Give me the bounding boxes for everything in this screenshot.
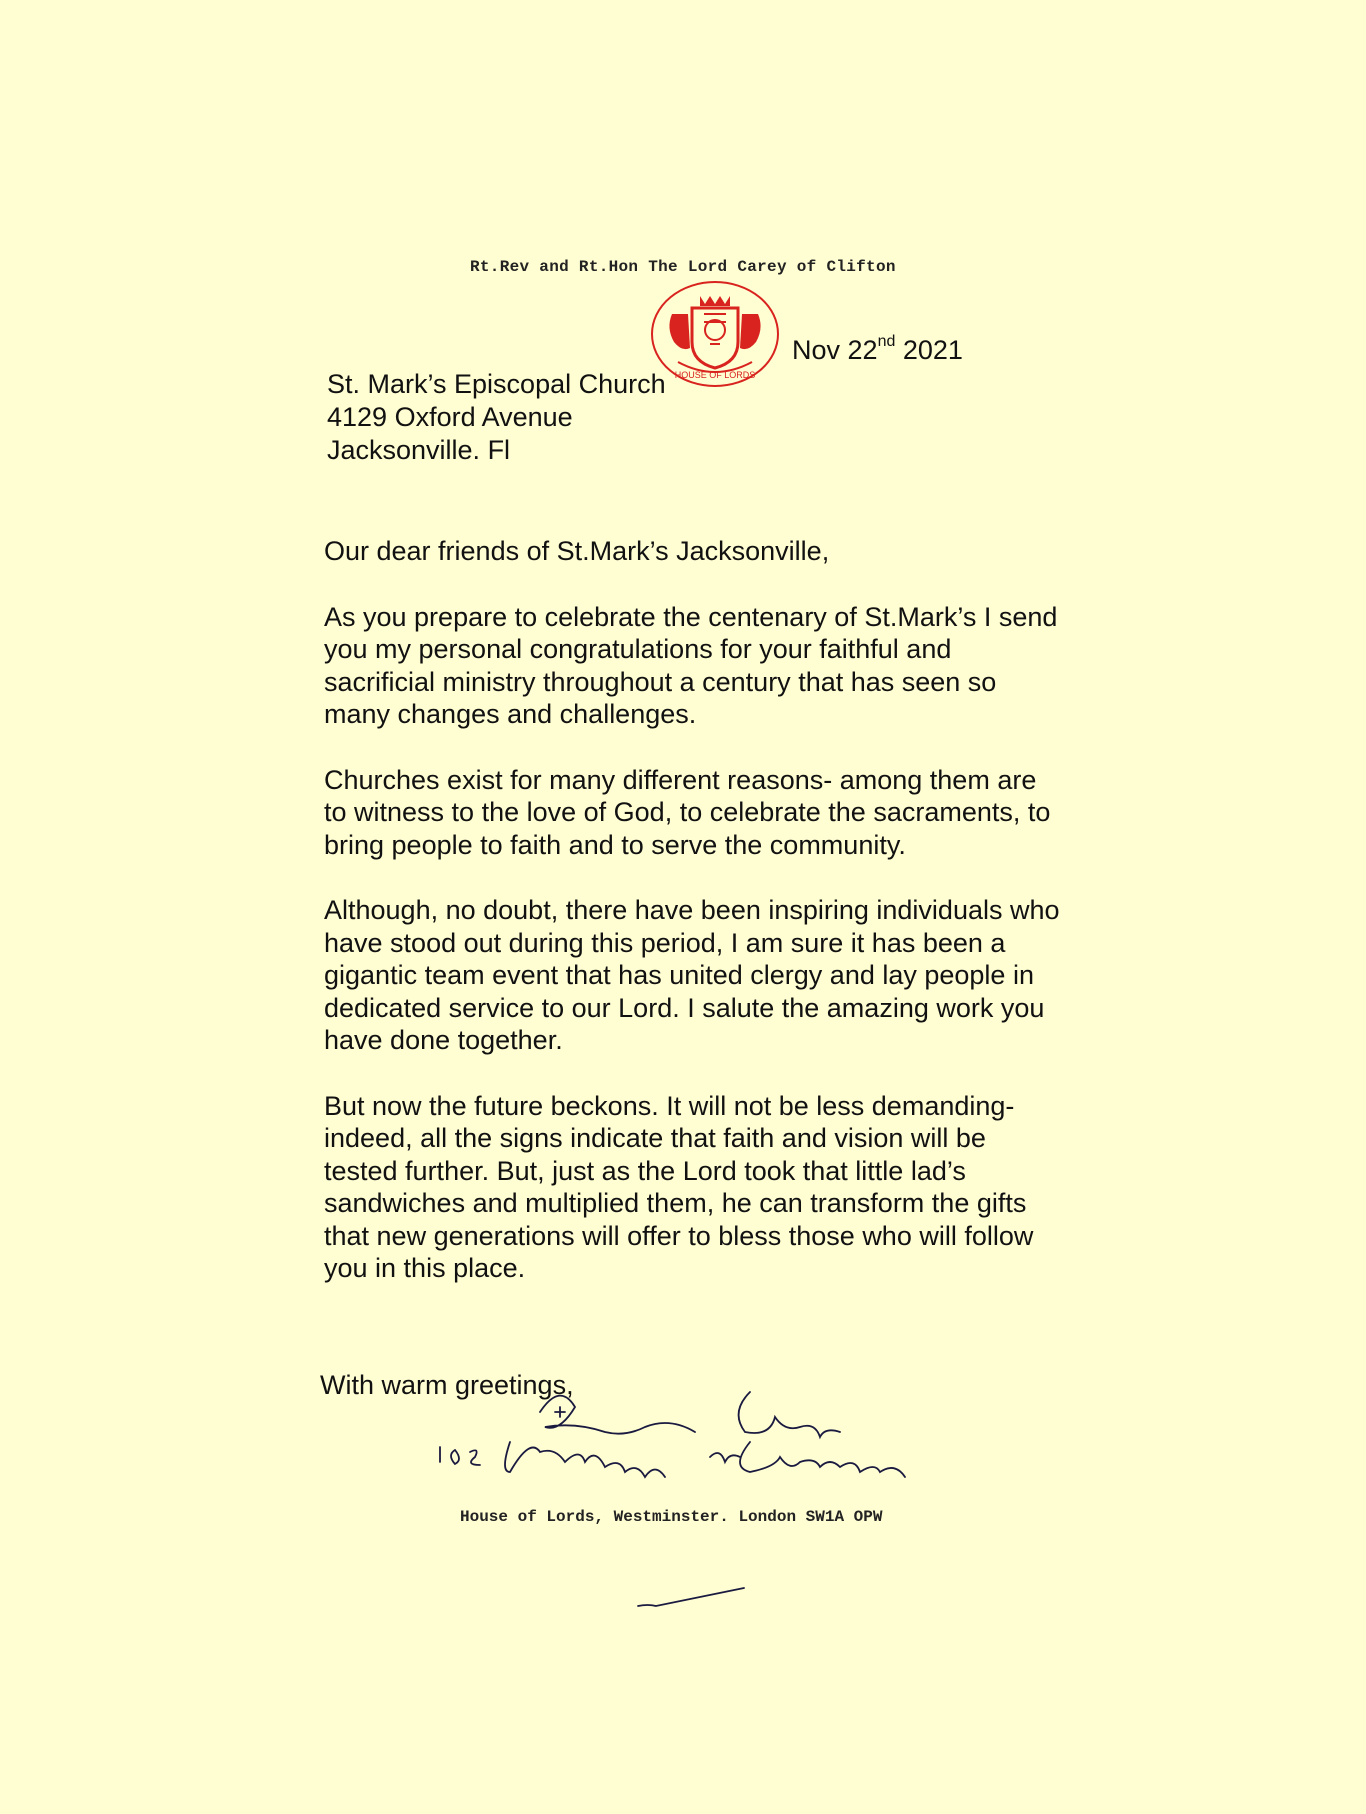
letterhead: Rt.Rev and Rt.Hon The Lord Carey of Clifton [470,258,896,276]
recipient-address [327,368,666,467]
body-paragraph: But now the future beckons. It will not be less demanding- indeed, all the signs indicate that faith and vision will be tested further. But, just as the Lord took that little lad’s sandwiches and multiplied them, he can transform the gifts that new generations will offer to bless those who will follow you in this place. [324,1090,1034,1283]
seal-label: HOUSE OF LORDS [674,370,756,380]
body-paragraph: Although, no doubt, there have been inspiring individuals who have stood out during this period, I am sure it has been a gigantic team event that has united clergy and lay people in dedicated service to our Lord. I salute the amazing work you have done together. [324,895,1060,1055]
address-line: Jacksonville. Fl [327,435,511,465]
closing: With warm greetings, [320,1370,574,1400]
body-paragraph: Churches exist for many different reasons- among them are to witness to the love of God, to celebrate the sacraments, to bring people to faith and to serve the community. [324,764,1051,860]
body-paragraph: As you prepare to celebrate the centenary of St.Mark’s I send you my personal congratulations for your faithful and sacrificial ministry throughout a century that has seen so many changes and challenges. [324,601,1058,729]
address-line: St. Mark’s Episcopal Church [327,369,666,399]
salutation: Our dear friends of St.Mark’s Jacksonville, [324,536,830,566]
pen-stroke-mark [636,1576,756,1616]
letter-footer: House of Lords, Westminster. London SW1A OPW [460,1508,883,1526]
handwritten-signature [420,1372,960,1492]
letter-body [324,535,1064,1318]
house-of-lords-seal-icon [648,278,782,390]
letter-date: Nov 22nd 2021 [792,333,963,365]
address-line: 4129 Oxford Avenue [327,402,573,432]
